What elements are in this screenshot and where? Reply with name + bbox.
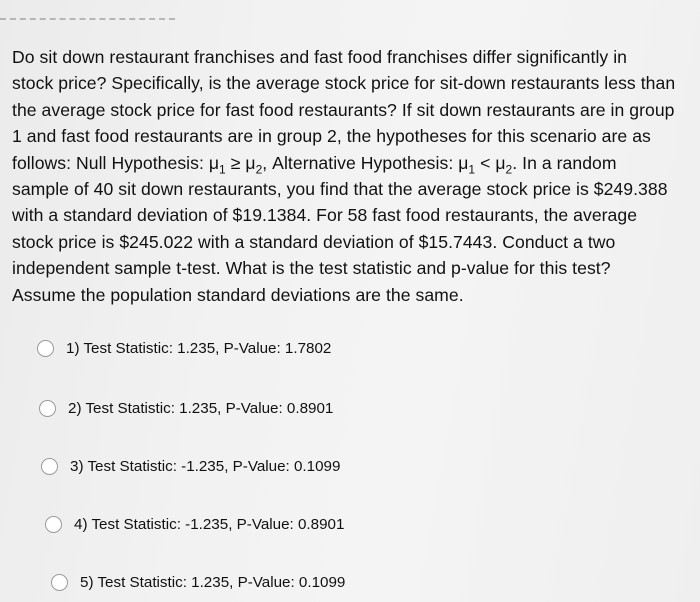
- question-line-9: independent sample t-test. What is the test statistic and p-value for this test?: [12, 258, 611, 279]
- answer-option-4-label: 4) Test Statistic: -1.235, P-Value: 0.8901: [74, 516, 345, 533]
- question-line-8: stock price is $245.022 with a standard deviation of $15.7443. Conduct a two: [12, 231, 616, 252]
- answer-option-3[interactable]: [41, 458, 340, 475]
- alt-sub-2: 2: [505, 162, 513, 177]
- alt-operator: <: [475, 152, 496, 173]
- null-sub-2: 2: [255, 162, 263, 177]
- question-line-6: sample of 40 sit down restaurants, you find that the average stock price is $249.388: [12, 179, 668, 200]
- answer-option-1-label: 1) Test Statistic: 1.235, P-Value: 1.7802: [66, 340, 332, 357]
- answer-option-5[interactable]: [51, 574, 345, 591]
- question-line-7: with a standard deviation of $19.1384. For 58 fast food restaurants, the average: [12, 205, 638, 226]
- answer-option-4[interactable]: [45, 516, 344, 533]
- radio-button-4[interactable]: [45, 516, 62, 533]
- answer-option-3-label: 3) Test Statistic: -1.235, P-Value: 0.1099: [70, 458, 341, 475]
- alt-sub-1: 1: [468, 162, 476, 177]
- answer-option-2[interactable]: [39, 400, 333, 417]
- alt-mu-2: μ: [495, 152, 506, 173]
- null-mu-2: μ: [245, 152, 256, 173]
- null-mu: μ: [208, 152, 220, 173]
- question-line-4: 1 and fast food restaurants are in group 2, the hypotheses for this scenario are as: [12, 126, 651, 147]
- radio-button-2[interactable]: [39, 400, 56, 417]
- question-line-3: the average stock price for fast food restaurants? If sit down restaurants are in group: [12, 99, 675, 120]
- question-line-2: stock price? Specifically, is the average stock price for sit-down restaurants less than: [12, 73, 676, 94]
- radio-button-1[interactable]: [37, 340, 54, 357]
- hypothesis-prefix: follows: Null Hypothesis:: [12, 152, 209, 173]
- null-sub-1: 1: [219, 162, 226, 177]
- null-operator: ≥: [225, 152, 246, 173]
- answer-option-1[interactable]: [37, 340, 331, 357]
- hypothesis-suffix: . In a random: [512, 152, 617, 173]
- answer-option-5-label: 5) Test Statistic: 1.235, P-Value: 0.1099: [80, 574, 346, 591]
- question-line-1: Do sit down restaurant franchises and fast food franchises differ significantly in: [12, 47, 627, 67]
- alt-mu: μ: [458, 152, 469, 173]
- answer-option-2-label: 2) Test Statistic: 1.235, P-Value: 0.8901: [68, 400, 334, 417]
- radio-button-3[interactable]: [41, 458, 58, 475]
- alternative-label: , Alternative Hypothesis:: [262, 152, 459, 173]
- question-line-10: Assume the population standard deviations are the same.: [12, 284, 464, 305]
- radio-button-5[interactable]: [51, 574, 68, 591]
